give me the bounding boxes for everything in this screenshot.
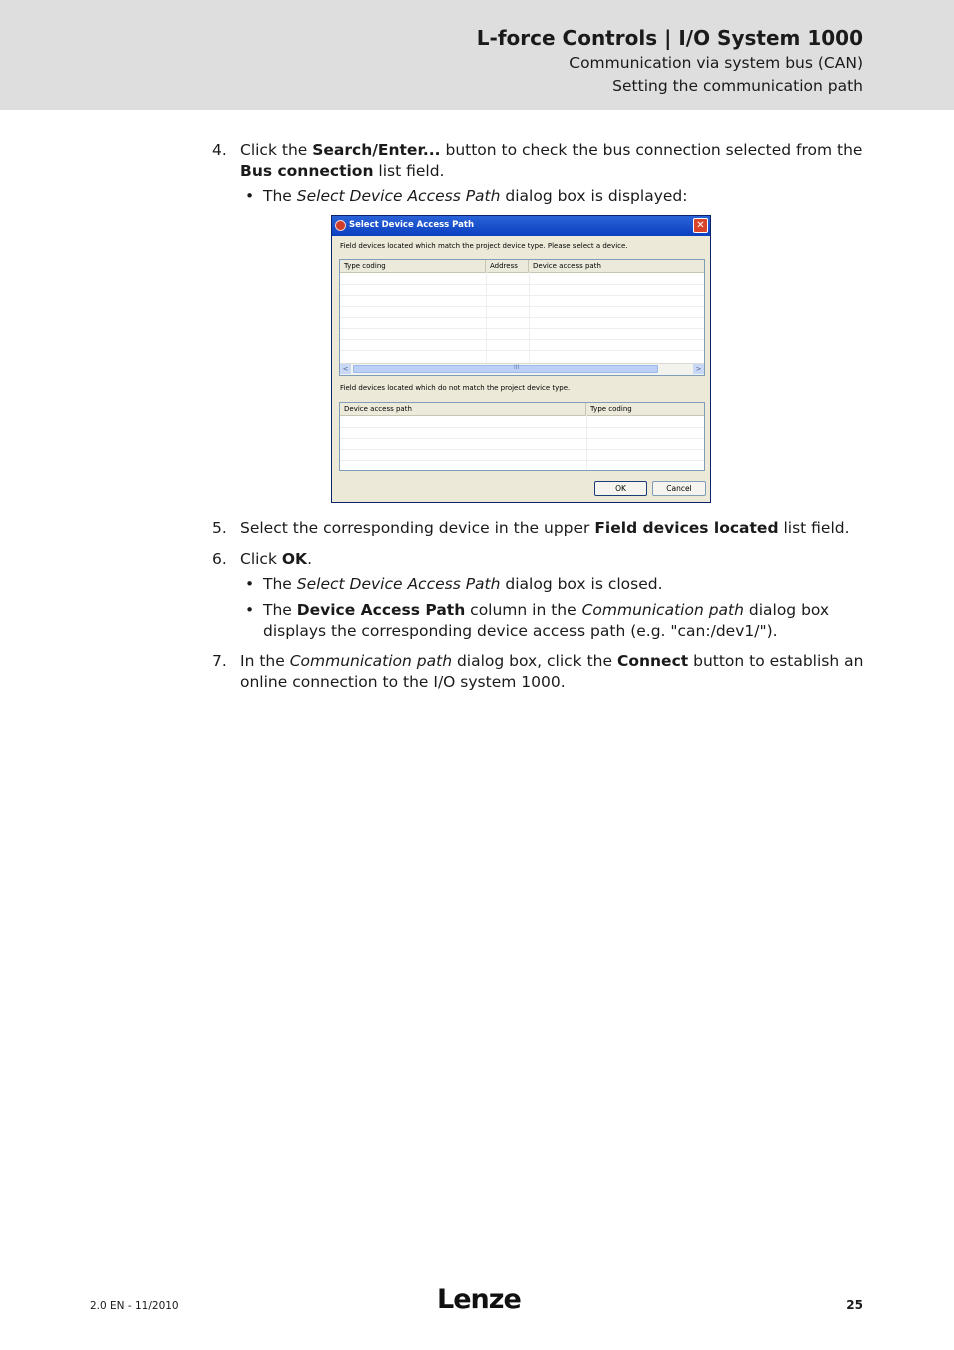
bullet-dot: • bbox=[245, 601, 255, 619]
step-text: button to establish an online connection to the I/O system 1000. bbox=[240, 652, 864, 691]
matching-devices-list[interactable] bbox=[339, 259, 705, 376]
step-text: list field. bbox=[778, 519, 850, 537]
column-header-device-access-path[interactable]: Device access path bbox=[340, 403, 586, 415]
step-number: 7. bbox=[212, 652, 227, 670]
bullet-italic: Select Device Access Path bbox=[296, 187, 501, 205]
header-subtitle-chapter: Communication via system bus (CAN) bbox=[569, 54, 863, 72]
bullet-bold: Device Access Path bbox=[296, 601, 466, 619]
column-header-address[interactable]: Address bbox=[486, 260, 529, 272]
nonmatching-devices-label: Field devices located which do not match the project device type. bbox=[340, 384, 571, 392]
bullet-text: dialog box is closed. bbox=[500, 575, 663, 593]
step-7 bbox=[212, 651, 864, 693]
step-text: Click bbox=[240, 550, 282, 568]
step-text: Click the bbox=[240, 141, 313, 159]
page-number: 25 bbox=[846, 1298, 863, 1312]
column-header-type-coding[interactable]: Type coding bbox=[340, 260, 486, 272]
step-bold: Connect bbox=[616, 652, 689, 670]
bullet-access-path-displayed bbox=[212, 600, 864, 642]
bullet-text: dialog box is displayed: bbox=[500, 187, 688, 205]
step-text: button to check the bus connection selected from the bbox=[440, 141, 863, 159]
step-bold: OK bbox=[281, 550, 308, 568]
step-number: 5. bbox=[212, 519, 227, 537]
grid-header bbox=[340, 403, 704, 416]
bullet-dialog-closed bbox=[212, 574, 864, 595]
step-italic: Communication path bbox=[289, 652, 453, 670]
column-header-device-access-path[interactable]: Device access path bbox=[533, 262, 601, 270]
header-title: L-force Controls | I/O System 1000 bbox=[476, 26, 863, 50]
dialog-title: Select Device Access Path bbox=[349, 220, 475, 230]
dialog-titlebar bbox=[332, 216, 710, 236]
step-bold: Bus connection bbox=[240, 162, 374, 180]
bullet-dot: • bbox=[245, 187, 255, 205]
bullet-dialog-displayed bbox=[212, 186, 864, 207]
bullet-italic: Select Device Access Path bbox=[296, 575, 501, 593]
step-6 bbox=[212, 549, 864, 570]
ok-button[interactable]: OK bbox=[594, 481, 647, 496]
step-text: . bbox=[307, 550, 312, 568]
bullet-dot: • bbox=[245, 575, 255, 593]
app-icon bbox=[335, 220, 346, 231]
lenze-logo: Lenze bbox=[437, 1284, 521, 1315]
step-4 bbox=[212, 140, 864, 182]
column-header-type-coding[interactable]: Type coding bbox=[590, 405, 632, 413]
close-icon[interactable]: ✕ bbox=[693, 218, 708, 233]
bullet-text: column in the bbox=[465, 601, 582, 619]
step-bold: Search/Enter... bbox=[312, 141, 441, 159]
step-text: Select the corresponding device in the upper bbox=[240, 519, 595, 537]
nonmatching-devices-list[interactable] bbox=[339, 402, 705, 471]
step-text: dialog box, click the bbox=[452, 652, 617, 670]
bullet-text: The bbox=[263, 187, 297, 205]
select-device-access-path-dialog bbox=[331, 215, 711, 503]
bullet-text: The bbox=[263, 601, 297, 619]
matching-devices-label: Field devices located which match the project device type. Please select a device. bbox=[340, 242, 628, 250]
bullet-text: The bbox=[263, 575, 297, 593]
header-subtitle-section: Setting the communication path bbox=[612, 77, 863, 95]
cancel-button[interactable]: Cancel bbox=[652, 481, 706, 496]
step-bold: Field devices located bbox=[594, 519, 779, 537]
scroll-thumb[interactable] bbox=[353, 365, 658, 373]
step-text: In the bbox=[240, 652, 290, 670]
step-number: 6. bbox=[212, 550, 227, 568]
step-text: list field. bbox=[373, 162, 445, 180]
scroll-grip: III bbox=[514, 364, 520, 371]
grid-header bbox=[340, 260, 704, 273]
scroll-right-button[interactable]: > bbox=[693, 364, 704, 374]
scroll-left-button[interactable]: < bbox=[340, 364, 351, 374]
footer-version: 2.0 EN - 11/2010 bbox=[90, 1300, 179, 1312]
bullet-italic: Communication path bbox=[581, 601, 744, 619]
step-5 bbox=[212, 518, 864, 539]
page-header bbox=[0, 0, 954, 110]
bullet-text: dialog box displays the corresponding device access path (e.g. "can:/dev1/"). bbox=[263, 601, 830, 640]
horizontal-scrollbar[interactable] bbox=[340, 363, 704, 375]
step-number: 4. bbox=[212, 141, 227, 159]
